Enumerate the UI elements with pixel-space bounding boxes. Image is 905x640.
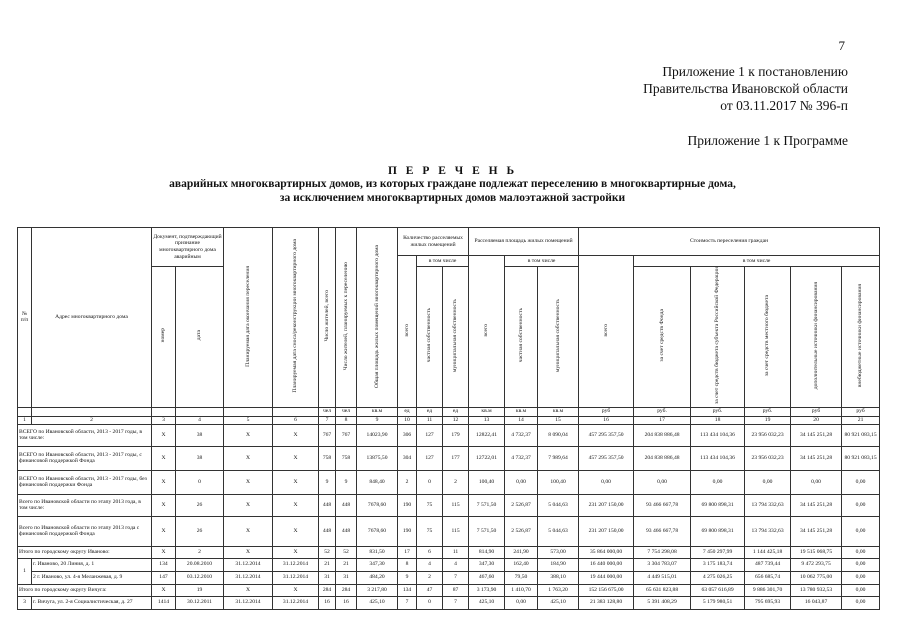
col-cost-local: за счет средств местного бюджета [745,267,791,408]
cell: 448 [336,494,357,516]
title-line-1: П Е Р Е Ч Е Н Ь [387,165,518,177]
cell: 93 466 667,78 [634,516,691,546]
cell: 0,00 [842,558,880,571]
appendix-line-2: Правительства Ивановской области [643,81,848,96]
cell: 21 383 128,80 [579,596,634,609]
unit-cell: руб [842,407,880,416]
cell: 1414 [152,596,176,609]
cell: 177 [443,446,469,470]
cell: 1 144 425,18 [745,546,791,558]
cell: 69 800 898,31 [691,516,745,546]
cell: 21 [319,558,336,571]
cell: 0 [417,596,443,609]
cell: 831,50 [357,546,398,558]
cell: 13 794 332,63 [745,516,791,546]
cell: 69 800 898,31 [691,494,745,516]
cell: 47 [417,584,443,596]
cell: 2 [398,470,417,494]
unit-cell: руб. [634,407,691,416]
cell: 127 [417,424,443,446]
cell: X [273,424,319,446]
cell: 9 472 293,75 [791,558,842,571]
cell: 23 956 032,23 [745,424,791,446]
cell: 23 956 032,23 [745,446,791,470]
cell: 656 685,74 [745,571,791,584]
cell: X [273,494,319,516]
cell: 0,00 [745,470,791,494]
cell: 9 [398,571,417,584]
col-cost-subject: за счет средств бюджета субъекта Российской Федерации [691,267,745,408]
cell: 304 [398,446,417,470]
appendix-header [643,63,848,114]
cell: 75 [417,494,443,516]
cell: 0,00 [579,470,634,494]
cell: 758 [319,446,336,470]
cell: 347,30 [469,558,505,571]
cell: 134 [152,558,176,571]
cell: X [224,446,273,470]
cell: 17 [398,546,417,558]
program-appendix: Приложение 1 к Программе [687,133,848,148]
cell: 4 [417,558,443,571]
unit-cell: кв.м [538,407,579,416]
cell: 7 [443,596,469,609]
unit-cell: руб. [691,407,745,416]
cell: 9 [336,470,357,494]
col-doc: Документ, подтверждающий признание многоквартирного дома аварийным [152,228,224,267]
cell: 16 043,87 [791,596,842,609]
cell: 2 526,87 [505,494,538,516]
cell: 8 090,04 [538,424,579,446]
cell: 7 754 298,08 [634,546,691,558]
cell: 5 044,63 [538,516,579,546]
cell: 7 571,50 [469,494,505,516]
cell: 9 886 301,70 [745,584,791,596]
cell: 388,10 [538,571,579,584]
cell: 7678,60 [357,516,398,546]
cell: 31 [319,571,336,584]
col-rooms-incl: в том числе [417,256,469,267]
cell: X [273,446,319,470]
col-number: 10 [398,416,417,424]
table-row-total [18,494,880,516]
cell: 16 440 000,00 [579,558,634,571]
cell: 35 864 000,00 [579,546,634,558]
cell: 848,40 [357,470,398,494]
document-title [0,165,905,205]
col-area-resettled: Расселяемая площадь жилых помещений [469,228,579,256]
cell: 79,50 [505,571,538,584]
cell: X [273,516,319,546]
col-number: 7 [319,416,336,424]
table-row [18,596,880,609]
cell: 4 732,37 [505,446,538,470]
col-address: Адрес многоквартирного дома [32,228,152,408]
row-label: Итого по городскому округу Вичуга: [18,584,152,596]
col-no: № п/п [18,228,32,408]
cell: 190 [398,516,417,546]
cell: 425,10 [357,596,398,609]
unit-cell: кв.м [357,407,398,416]
cell: 80 921 083,15 [842,424,880,446]
unit-cell: ед [398,407,417,416]
cell: 457 295 357,50 [579,446,634,470]
cell: 31.12.2014 [273,571,319,584]
cell: 5 391 408,29 [634,596,691,609]
cell: 30.12.2011 [176,596,224,609]
cell: 814,90 [469,546,505,558]
col-cost-incl: в том числе [634,256,880,267]
cell: 19 [176,584,224,596]
cell: 4 275 026,25 [691,571,745,584]
col-cost-extra: дополнительные источники финансирования [791,267,842,408]
cell: 16 [336,596,357,609]
cell: 5 179 980,51 [691,596,745,609]
cell: 3 175 183,74 [691,558,745,571]
cell: 3 217,80 [357,584,398,596]
cell: 11 [443,546,469,558]
row-label: ВСЕГО по Ивановской области, 2013 - 2017 годы, без финансовой поддержки Фонда [18,470,152,494]
title-line-3: за исключением многоквартирных домов малоэтажной застройки [279,192,626,204]
cell: 13 794 332,63 [745,494,791,516]
cell: 425,10 [538,596,579,609]
cell: 231 207 150,00 [579,494,634,516]
cell: X [224,470,273,494]
cell: 2 [417,571,443,584]
cell: 13 780 932,53 [791,584,842,596]
unit-cell: кв.м [505,407,538,416]
cell: 487 739,44 [745,558,791,571]
cell: 8 [398,558,417,571]
cell: 0 [176,470,224,494]
table-row-total [18,546,880,558]
cell: 184,90 [538,558,579,571]
cell: 34 145 251,28 [791,494,842,516]
cell: 0,00 [842,470,880,494]
col-rooms-private: частная собственность [417,267,443,408]
cell: 4 732,37 [505,424,538,446]
cell: 0 [417,470,443,494]
cell: 134 [398,584,417,596]
cell: 19 444 000,00 [579,571,634,584]
cell: 0,00 [842,516,880,546]
cell: 13875,50 [357,446,398,470]
cell: 7 989,64 [538,446,579,470]
cell: 457 295 357,50 [579,424,634,446]
col-number: 2 [32,416,152,424]
cell: 1 763,20 [538,584,579,596]
cell: X [152,584,176,596]
table-row [18,571,880,584]
unit-cell: кв.м [469,407,505,416]
table-row-total [18,424,880,446]
col-number: 21 [842,416,880,424]
cell: 26 [176,516,224,546]
cell: 38 [176,424,224,446]
row-address: г. Иваново, 20 Линия, д. 1 [32,558,152,571]
row-label: ВСЕГО по Ивановской области, 2013 - 2017 годы, с финансовой поддержкой Фонда [18,446,152,470]
cell: 14023,90 [357,424,398,446]
col-plan-demolish: Планируемая дата сноса/реконструкции многоквартирного дома [273,228,319,408]
cell: 3 304 783,07 [634,558,691,571]
units-row [18,407,880,416]
cell: X [273,546,319,558]
cell: 65 631 823,88 [634,584,691,596]
cell: 31 [336,571,357,584]
cell: 467,60 [469,571,505,584]
cell: 190 [398,494,417,516]
cell: 5 044,63 [538,494,579,516]
col-area-incl: в том числе [505,256,579,267]
cell: 7 450 297,99 [691,546,745,558]
cell: 0,00 [634,470,691,494]
cell: X [224,516,273,546]
col-doc-number: номер [152,267,176,408]
col-residents: Число жителей, всего [319,228,336,408]
col-rooms-total: всего [398,256,417,408]
cell: 347,30 [357,558,398,571]
cell: 0,00 [842,596,880,609]
unit-cell: ед [417,407,443,416]
cell: 19 515 068,75 [791,546,842,558]
cell: 7 571,50 [469,516,505,546]
cell: 0,00 [842,546,880,558]
cell: 2 [443,470,469,494]
cell: 20.08.2010 [176,558,224,571]
cell: 10 062 775,00 [791,571,842,584]
cell: 284 [336,584,357,596]
cell: 7 [398,596,417,609]
cell: 21 [336,558,357,571]
col-rooms: Количество расселяемых жилых помещений [398,228,469,256]
cell: 34 145 251,28 [791,516,842,546]
cell: 115 [443,494,469,516]
cell: 31.12.2014 [273,596,319,609]
cell: 93 466 667,78 [634,494,691,516]
appendix-line-3: от 03.11.2017 № 396-п [720,98,848,113]
row-label: Итого по городскому округу Иваново: [18,546,152,558]
col-number: 13 [469,416,505,424]
cell: 204 838 886,48 [634,424,691,446]
col-number: 16 [579,416,634,424]
cell: 87 [443,584,469,596]
cell: X [152,546,176,558]
unit-cell: чел [319,407,336,416]
unit-cell: руб [579,407,634,416]
col-plan-date: Планируемая дата окончания переселения [224,228,273,408]
cell: 113 434 104,36 [691,424,745,446]
cell: 0,00 [842,571,880,584]
cell: 127 [417,446,443,470]
column-numbers-row [18,416,880,424]
col-number: 4 [176,416,224,424]
cell: X [273,470,319,494]
cell: X [152,470,176,494]
col-number: 11 [417,416,443,424]
cell: 306 [398,424,417,446]
cell: 6 [417,546,443,558]
col-number: 6 [273,416,319,424]
cell: 3 173,90 [469,584,505,596]
cell: 767 [336,424,357,446]
cell: 34 145 251,28 [791,446,842,470]
col-number: 18 [691,416,745,424]
row-label: Всего по Ивановской области по этапу 2013 года, в том числе: [18,494,152,516]
row-number: 3 [18,596,32,609]
cell: 38 [176,446,224,470]
cell: 284 [319,584,336,596]
col-number: 9 [357,416,398,424]
cell: 448 [319,516,336,546]
cell: 7 [443,571,469,584]
cell: X [224,494,273,516]
cell: 34 145 251,28 [791,424,842,446]
col-rooms-municipal: муниципальная собственность [443,267,469,408]
table-row-total [18,470,880,494]
cell: X [224,424,273,446]
cell: X [152,516,176,546]
cell: 12722,01 [469,446,505,470]
col-number: 5 [224,416,273,424]
table-row-total [18,516,880,546]
appendix-line-1: Приложение 1 к постановлению [662,64,848,79]
cell: 31.12.2014 [224,596,273,609]
cell: 31.12.2014 [224,558,273,571]
cell: 52 [319,546,336,558]
cell: 0,00 [505,596,538,609]
cell: X [273,584,319,596]
cell: 448 [319,494,336,516]
cell: 7678,60 [357,494,398,516]
col-area-municipal: муниципальная собственность [538,267,579,408]
col-residents-planned: Число жителей, планируемых к переселению [336,228,357,408]
cell: 204 838 886,48 [634,446,691,470]
col-number: 1 [18,416,32,424]
cell: 4 [443,558,469,571]
cell: X [224,584,273,596]
unit-cell: чел [336,407,357,416]
col-cost: Стоимость переселения граждан [579,228,880,256]
table-row-total [18,584,880,596]
cell: 03.12.2010 [176,571,224,584]
cell: 0,00 [842,494,880,516]
cell: 795 695,93 [745,596,791,609]
col-cost-fund: за счет средств Фонда [634,267,691,408]
unit-cell: руб. [745,407,791,416]
cell: 231 207 150,00 [579,516,634,546]
cell: 100,40 [469,470,505,494]
col-number: 8 [336,416,357,424]
cell: 0,00 [791,470,842,494]
col-doc-date: дата [176,267,224,408]
cell: 12822,41 [469,424,505,446]
col-area-private: частная собственность [505,267,538,408]
cell: 0,00 [505,470,538,494]
cell: 758 [336,446,357,470]
col-number: 15 [538,416,579,424]
cell: 162,40 [505,558,538,571]
cell: 0,00 [691,470,745,494]
col-number: 12 [443,416,469,424]
row-number: 1 [18,558,32,584]
row-label: ВСЕГО по Ивановской области, 2013 - 2017 годы, в том числе: [18,424,152,446]
cell: X [152,446,176,470]
col-number: 3 [152,416,176,424]
col-area-total-res: всего [469,256,505,408]
cell: 573,00 [538,546,579,558]
cell: 147 [152,571,176,584]
col-cost-over: внебюджетные источники финансирования [842,267,880,408]
col-number: 17 [634,416,691,424]
cell: 448 [336,516,357,546]
cell: 241,90 [505,546,538,558]
cell: 115 [443,516,469,546]
cell: 179 [443,424,469,446]
row-address: г. Вичуга, ул. 2-я Социалистическая, д. 27 [32,596,152,609]
cell: 52 [336,546,357,558]
cell: 100,40 [538,470,579,494]
cell: 9 [319,470,336,494]
table-row-total [18,446,880,470]
col-cost-total: всего [579,256,634,408]
cell: 2 526,87 [505,516,538,546]
col-number: 14 [505,416,538,424]
cell: 2 [176,546,224,558]
cell: 63 057 616,89 [691,584,745,596]
page-number: 7 [838,38,845,53]
cell: 75 [417,516,443,546]
unit-cell: ед [443,407,469,416]
buildings-table [17,227,880,610]
cell: 1 410,70 [505,584,538,596]
col-number: 19 [745,416,791,424]
cell: 767 [319,424,336,446]
cell: 80 921 083,15 [842,446,880,470]
row-address: 2 г. Иваново, ул. 4-я Меланжевая, д. 9 [32,571,152,584]
cell: 31.12.2014 [224,571,273,584]
col-number: 20 [791,416,842,424]
row-label: Всего по Ивановской области по этапу 2013 года с финансовой поддержкой Фонда [18,516,152,546]
cell: 31.12.2014 [273,558,319,571]
cell: X [224,546,273,558]
table-row [18,558,880,571]
cell: 152 156 675,00 [579,584,634,596]
cell: X [152,494,176,516]
cell: 4 449 515,01 [634,571,691,584]
cell: X [152,424,176,446]
cell: 113 434 104,36 [691,446,745,470]
cell: 26 [176,494,224,516]
cell: 16 [319,596,336,609]
cell: 0,00 [842,584,880,596]
title-line-2: аварийных многоквартирных домов, из которых граждане подлежат переселению в многоквартирные дома, [169,178,736,190]
unit-cell: руб [791,407,842,416]
cell: 425,10 [469,596,505,609]
cell: 484,20 [357,571,398,584]
col-area-total: Общая площадь жилых помещений многоквартирного дома [357,228,398,408]
